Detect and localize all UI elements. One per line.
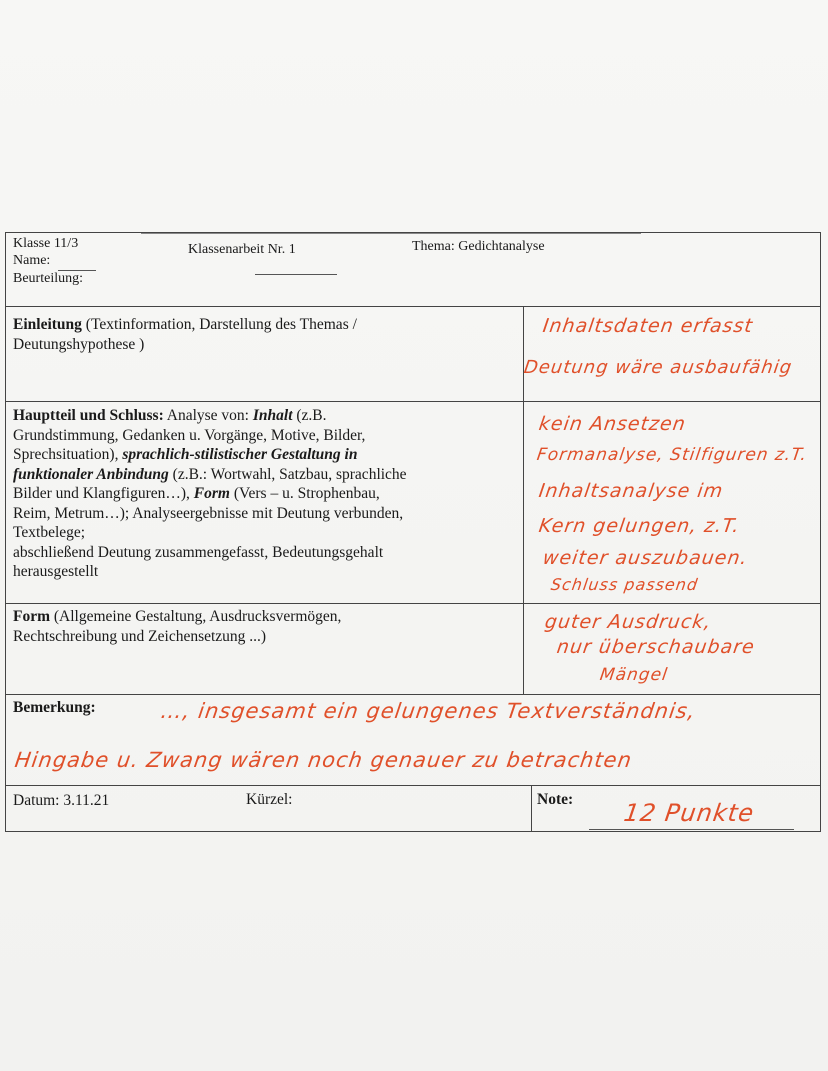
main-line4a: funktionaler Anbindung [13,465,169,483]
class-label: Klasse 11/3 [13,236,79,251]
main-line9: herausgestellt [13,563,99,580]
intro-comment-2: Deutung wäre ausbaufähig [522,357,794,378]
intro-desc-1: (Textinformation, Darstellung des Themas / [81,316,357,333]
main-line1b: Inhalt [252,407,293,424]
grading-form [5,232,821,832]
main-line5a: Bilder und Klangfiguren…), [13,485,194,502]
form-desc-1: (Allgemeine Gestaltung, Ausdrucksvermögen, [50,608,342,625]
remark-comment-2: Hingabe u. Zwang wären noch genauer zu betrachten [13,748,634,772]
grade-label-text: Note: [537,791,574,808]
intro-title: Einleitung [13,316,82,333]
exam-number: Klassenarbeit Nr. 1 [188,242,296,257]
form-title: Form [13,608,51,625]
main-line6: Reim, Metrum…); Analyseergebnisse mit Deutung verbunden, [13,504,404,522]
main-comment-2: Formanalyse, Stilfiguren z.T. [535,445,809,465]
main-comment-3: Inhaltsanalyse im [537,480,725,502]
topic-label: Thema: Gedichtanalyse [412,239,545,254]
name-label: Name: [13,253,51,268]
main-line7: Textbelege; [13,524,86,541]
grade-label [537,790,573,810]
form-comment-1: guter Ausdruck, [543,611,713,633]
main-line1c: (z.B. [292,407,327,424]
main-comment-4: Kern gelungen, z.T. [537,515,742,537]
main-line3a: Sprechsituation), [13,446,123,463]
grading-label: Beurteilung: [13,271,83,286]
main-line4b: (z.B.: Wortwahl, Satzbau, sprachliche [168,465,407,483]
remark-title-text: Bemerkung: [13,699,96,716]
divider-main [6,603,820,604]
intro-comment-1: Inhaltsdaten erfasst [541,315,755,337]
main-line8: abschließend Deutung zusammengefasst, Bedeutungsgehalt [13,543,384,561]
header-top-line [141,233,641,234]
divider-form [6,694,820,695]
remark-title [13,698,96,718]
main-comment-6: Schluss passend [549,575,700,594]
form-criteria [13,607,518,646]
exam-underline [255,274,337,275]
main-line5c: (Vers – u. Strophenbau, [229,485,380,502]
main-line2: Grundstimmung, Gedanken u. Vorgänge, Motive, Bilder, [13,426,366,444]
grade-value: 12 Punkte [622,799,757,827]
main-line1a: Analyse von: [163,407,253,424]
form-comment-2: nur überschaubare [555,636,757,658]
footer-divider [531,785,532,832]
form-comment-3: Mängel [598,665,670,685]
main-line3b: sprachlich-stilistischer Gestaltung in [122,446,358,463]
divider-remark [6,785,820,786]
main-comment-5: weiter auszubauen. [541,547,750,569]
divider-header [6,306,820,307]
date-label: Datum: 3.11.21 [13,792,110,809]
initials-label: Kürzel: [246,791,293,808]
main-comment-1: kein Ansetzen [537,413,688,435]
divider-intro [6,401,820,402]
form-desc-2: Rechtschreibung und Zeichensetzung ...) [13,627,267,645]
intro-criteria [13,315,518,354]
grade-underline [589,829,794,830]
main-line5b: Form [193,485,230,502]
main-title: Hauptteil und Schluss: [13,407,164,424]
remark-comment-1: …, insgesamt ein gelungenes Textverständnis, [159,699,698,723]
intro-desc-2: Deutungshypothese ) [13,335,145,353]
main-criteria [13,406,523,582]
